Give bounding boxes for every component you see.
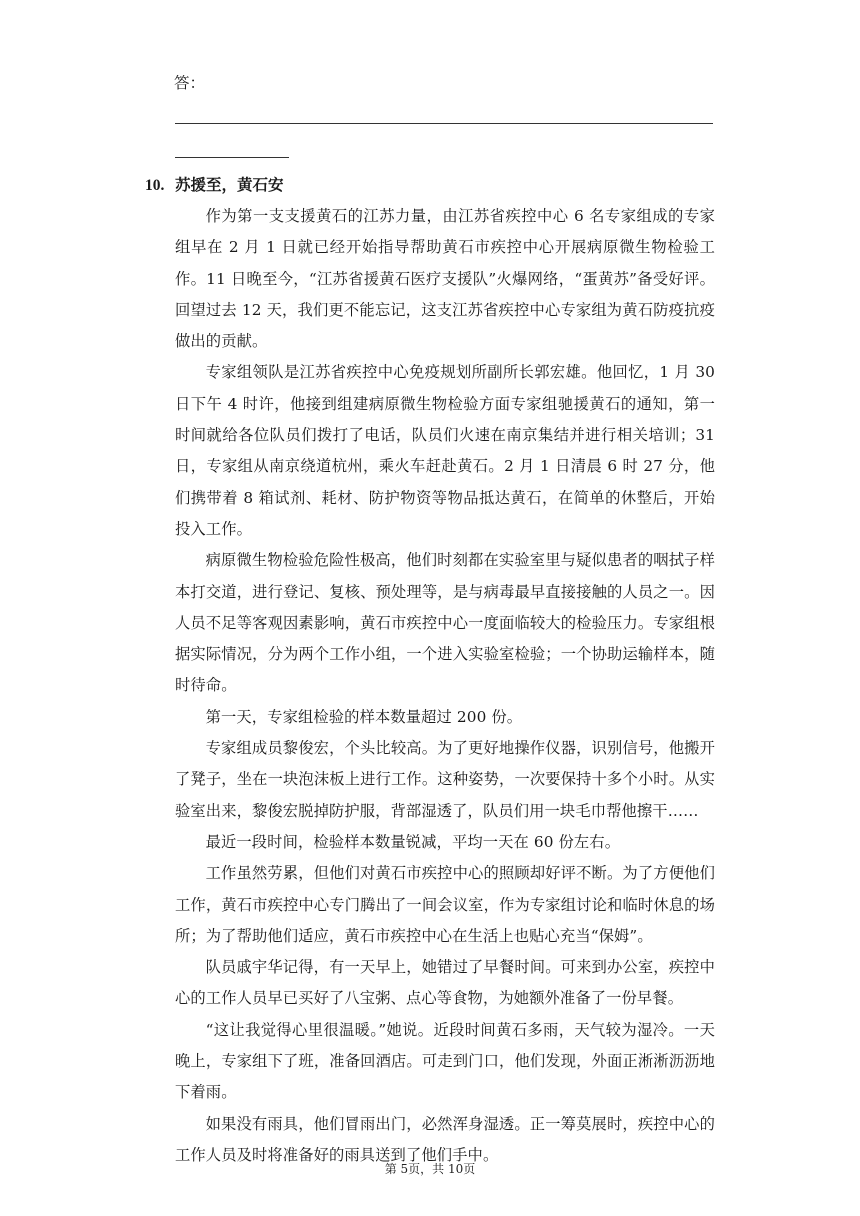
article-paragraph: 专家组成员黎俊宏，个头比较高。为了更好地操作仪器，识别信号，他搬开了凳子，坐在一块泡沫板上进行工作。这种姿势，一次要保持十多个小时。从实验室出来，黎俊宏脱掉防护服，背部湿透了，队员们用一块毛巾帮他擦干…… <box>175 739 715 820</box>
question-10 <box>145 173 725 1171</box>
question-title-text: 苏援至，黄石安 <box>175 176 284 194</box>
article-paragraph: “这让我觉得心里很温暖。”她说。近段时间黄石多雨，天气较为湿冷。一天晚上，专家组下了班，准备回酒店。可走到门口，他们发现，外面正淅淅沥沥地下着雨。 <box>175 1020 715 1102</box>
article-paragraph: 队员戚宇华记得，有一天早上，她错过了早餐时间。可来到办公室，疾控中心的工作人员早已买好了八宝粥、点心等食物，为她额外准备了一份早餐。 <box>175 958 715 1008</box>
article-paragraph: 病原微生物检验危险性极高，他们时刻都在实验室里与疑似患者的咽拭子样本打交道，进行登记、复核、预处理等，是与病毒最早直接接触的人员之一。因人员不足等客观因素影响，黄石市疾控中心一度面临较大的检验压力。专家组根据实际情况，分为两个工作小组，一个进入实验室检验；一个协助运输样本，随时待命。 <box>175 551 715 695</box>
answer-blank-line-short <box>175 157 289 158</box>
answer-blank-line <box>175 123 713 124</box>
article-paragraph: 作为第一支支援黄石的江苏力量，由江苏省疾控中心 6 名专家组成的专家组早在 2 月 1 日就已经开始指导帮助黄石市疾控中心开展病原微生物检验工作。11 日晚至今，“江苏省援黄石医疗支援队”火爆网络，“蛋黄苏”备受好评。回望过去 12 天，我们更不能忘记，这支江苏省疾控中心专家组为黄石防疫抗疫做出的贡献。 <box>175 207 715 351</box>
article-paragraph: 专家组领队是江苏省疾控中心免疫规划所副所长郭宏雄。他回忆，1 月 30 日下午 4 时许，他接到组建病原微生物检验方面专家组驰援黄石的通知，第一时间就给各位队员们拨打了电话，队员们火速在南京集结并进行相关培训；31 日，专家组从南京绕道杭州，乘火车赶赴黄石。2 月 1 日清晨 6 时 27 分，他们携带着 8 箱试剂、耗材、防护物资等物品抵达黄石，在简单的休整后，开始投入工作。 <box>175 363 715 538</box>
article-paragraph: 如果没有雨具，他们冒雨出门，必然浑身湿透。正一筹莫展时，疾控中心的工作人员及时将准备好的雨具送到了他们手中。 <box>175 1114 715 1164</box>
article-body <box>145 201 715 1171</box>
article-paragraph: 第一天，专家组检验的样本数量超过 200 份。 <box>205 707 523 726</box>
article-paragraph: 最近一段时间，检验样本数量锐减，平均一天在 60 份左右。 <box>205 832 621 851</box>
question-number: 10. <box>145 177 165 194</box>
answer-label: 答： <box>174 74 206 92</box>
page-footer: 第 5页，共 10页 <box>384 1162 476 1176</box>
question-title <box>145 173 725 197</box>
article-paragraph: 工作虽然劳累，但他们对黄石市疾控中心的照顾却好评不断。为了方便他们工作，黄石市疾控中心专门腾出了一间会议室，作为专家组讨论和临时休息的场所；为了帮助他们适应，黄石市疾控中心在生活上也贴心充当“保姆”。 <box>175 864 715 945</box>
